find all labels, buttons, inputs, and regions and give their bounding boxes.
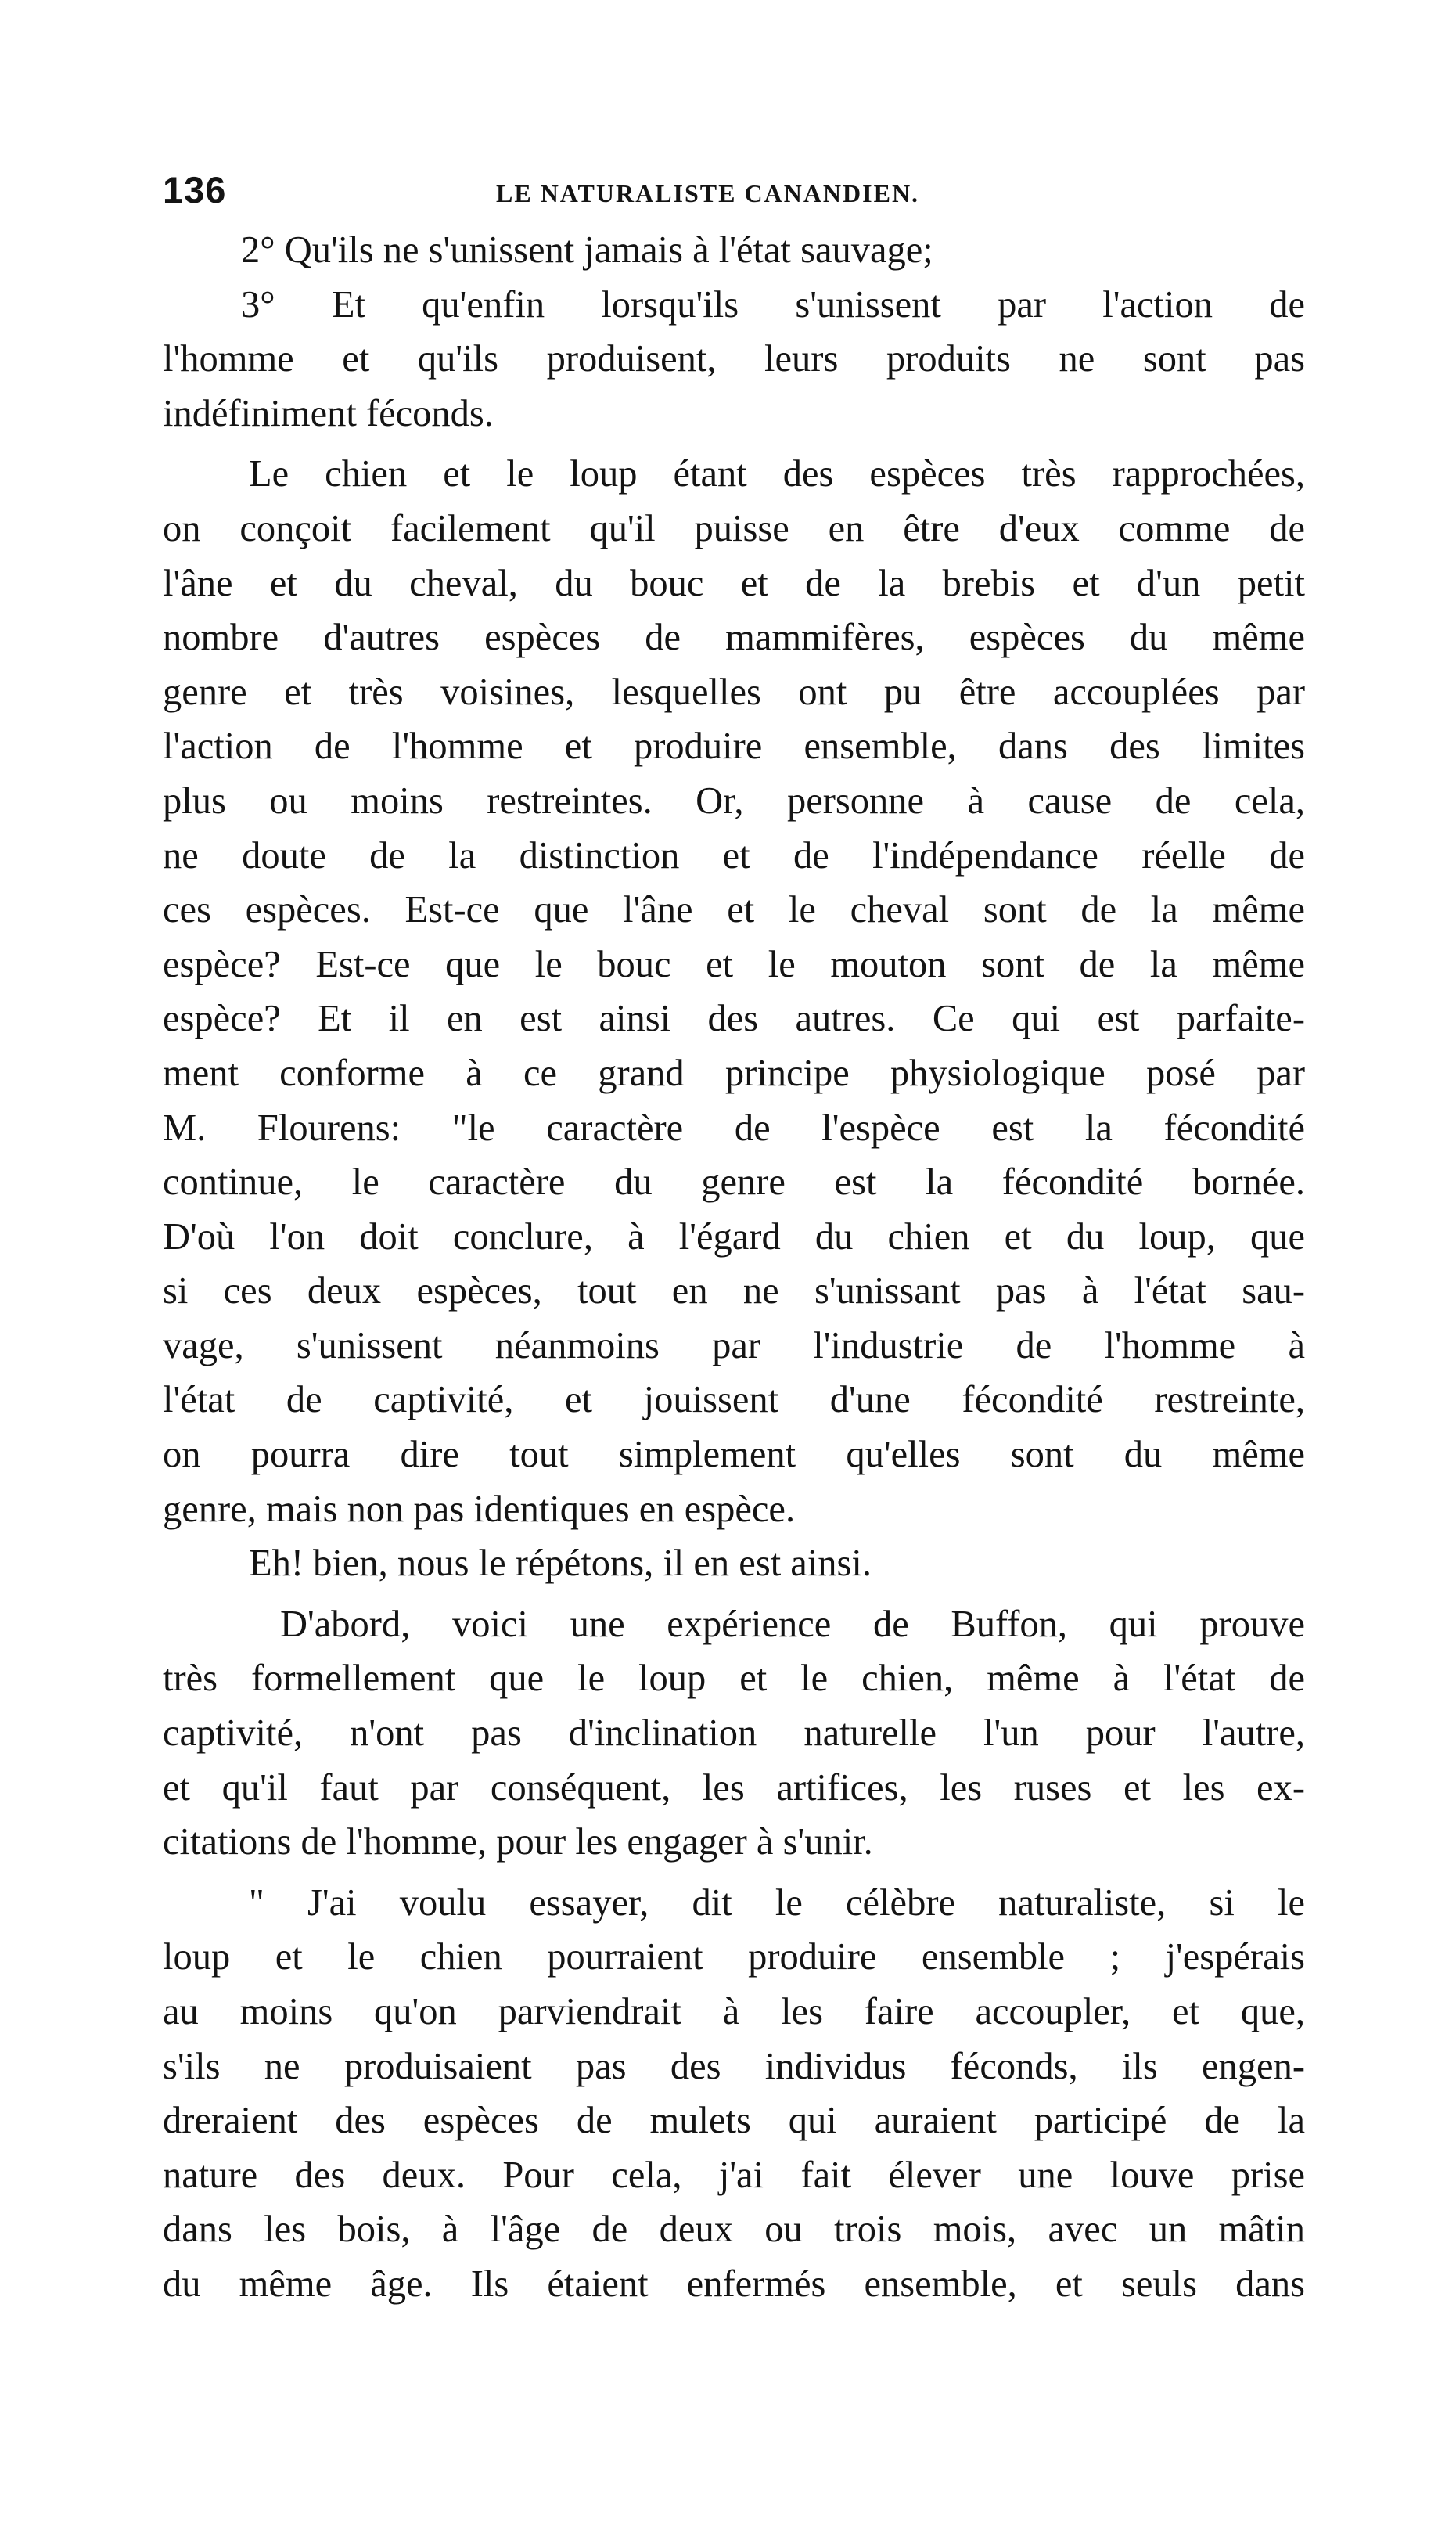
text-line: D'où l'on doit conclure, à l'égard du chien et du loup, que	[163, 1215, 1305, 1258]
text-line: et qu'il faut par conséquent, les artifices, les ruses et les ex-	[163, 1766, 1305, 1809]
text-line: plus ou moins restreintes. Or, personne à cause de cela,	[163, 779, 1305, 822]
text-line: très formellement que le loup et le chien, même à l'état de	[163, 1658, 1305, 1700]
text-line: nombre d'autres espèces de mammifères, espèces du même	[163, 617, 1305, 659]
text-line: indéfiniment féconds.	[163, 392, 494, 434]
text-line: l'état de captivité, et jouissent d'une fécondité restreinte,	[163, 1379, 1305, 1421]
text-line: on pourra dire tout simplement qu'elles sont du même	[163, 1434, 1305, 1476]
text-line: ces espèces. Est-ce que l'âne et le cheval sont de la même	[163, 889, 1305, 931]
text-line: ment conforme à ce grand principe physiologique posé par	[163, 1052, 1305, 1094]
text-line: s'ils ne produisaient pas des individus féconds, ils engen-	[163, 2045, 1305, 2087]
paragraph-5	[163, 1597, 1305, 1870]
text-line: loup et le chien pourraient produire ensemble ; j'espérais	[163, 1936, 1305, 1978]
text-line: espèce? Et il en est ainsi des autres. Ce qui est parfaite-	[163, 998, 1305, 1040]
paragraph-2	[163, 278, 1305, 441]
text-line: captivité, n'ont pas d'inclination naturelle l'un pour l'autre,	[163, 1712, 1305, 1755]
text-line: continue, le caractère du genre est la fécondité bornée.	[163, 1161, 1305, 1204]
text-line: si ces deux espèces, tout en ne s'unissant pas à l'état sau-	[163, 1270, 1305, 1312]
text-line: dans les bois, à l'âge de deux ou trois mois, avec un mâtin	[163, 2209, 1305, 2251]
text-line: Eh! bien, nous le répétons, il en est ainsi.	[249, 1543, 872, 1585]
text-line: 2° Qu'ils ne s'unissent jamais à l'état sauvage;	[241, 229, 933, 271]
text-line: l'âne et du cheval, du bouc et de la brebis et d'un petit	[163, 562, 1305, 604]
text-line: l'homme et qu'ils produisent, leurs produits ne sont pas	[163, 338, 1305, 380]
text-line: au moins qu'on parviendrait à les faire accoupler, et que,	[163, 1991, 1305, 2032]
book-page	[163, 168, 1305, 2312]
text-line: on conçoit facilement qu'il puisse en être d'eux comme de	[163, 507, 1305, 549]
text-line: l'action de l'homme et produire ensemble, dans des limites	[163, 725, 1305, 768]
text-line: 3° Et qu'enfin lorsqu'ils s'unissent par l'action de	[241, 283, 1305, 326]
text-line: citations de l'homme, pour les engager à s'unir.	[163, 1821, 873, 1863]
text-line: " J'ai voulu essayer, dit le célèbre naturaliste, si le	[249, 1881, 1305, 1924]
text-line: M. Flourens: "le caractère de l'espèce est la fécondité	[163, 1107, 1305, 1149]
paragraph-4	[163, 1536, 1305, 1591]
text-line: ne doute de la distinction et de l'indépendance réelle de	[163, 834, 1305, 877]
text-line: nature des deux. Pour cela, j'ai fait élever une louve prise	[163, 2154, 1305, 2196]
page-number: 136	[163, 169, 227, 211]
text-line: du même âge. Ils étaient enfermés ensemble, et seuls dans	[163, 2263, 1305, 2305]
paragraph-6	[163, 1876, 1305, 2312]
text-line: Le chien et le loup étant des espèces très rapprochées,	[249, 453, 1305, 495]
text-line: vage, s'unissent néanmoins par l'industrie de l'homme à	[163, 1324, 1305, 1366]
text-line: genre, mais non pas identiques en espèce.	[163, 1488, 796, 1530]
paragraph-3	[163, 447, 1305, 1536]
text-line: genre et très voisines, lesquelles ont pu être accouplées par	[163, 671, 1305, 713]
text-line: dreraient des espèces de mulets qui auraient participé de la	[163, 2100, 1305, 2142]
page-header	[163, 168, 1305, 223]
text-line: espèce? Est-ce que le bouc et le mouton sont de la même	[163, 943, 1305, 985]
running-title: LE NATURALISTE CANANDIEN.	[496, 179, 920, 207]
text-line: D'abord, voici une expérience de Buffon, qui prouve	[280, 1603, 1305, 1645]
paragraph-1	[163, 223, 1305, 278]
